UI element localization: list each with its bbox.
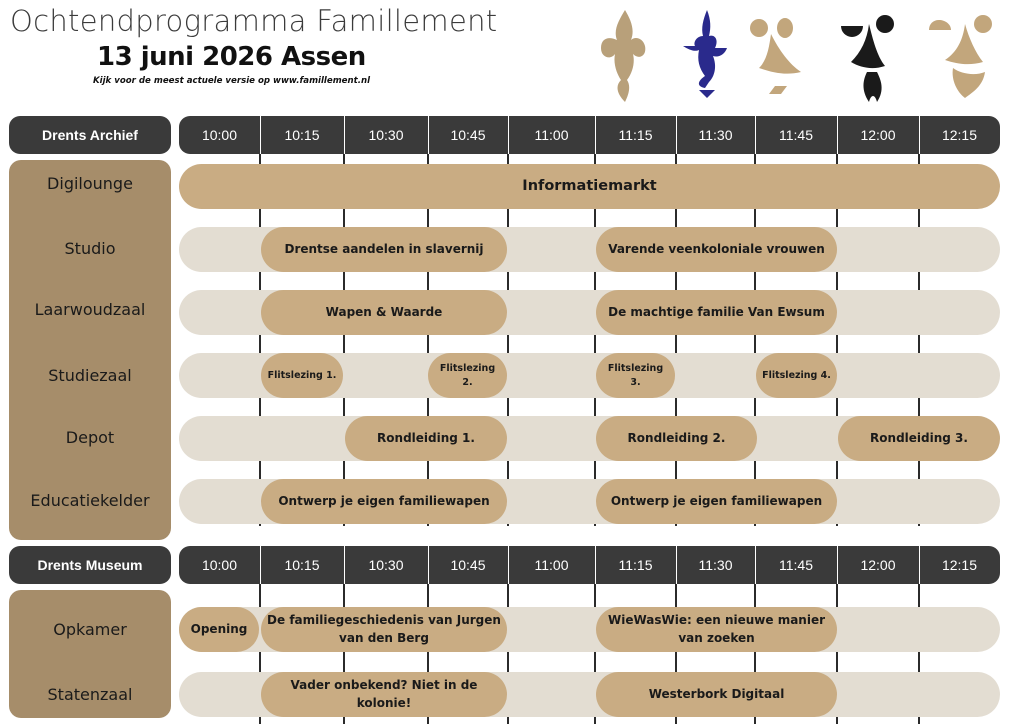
- venue-header: Drents Archief: [9, 116, 171, 154]
- event-block[interactable]: Wapen & Waarde: [261, 290, 507, 335]
- room-label: Opkamer: [53, 620, 127, 639]
- event-block[interactable]: Rondleiding 1.: [345, 416, 507, 461]
- room-label: Digilounge: [47, 174, 133, 193]
- event-block[interactable]: WieWasWie: een nieuwe manier van zoeken: [596, 607, 837, 652]
- event-block[interactable]: Flitslezing 3.: [596, 353, 675, 398]
- time-slot: 11:00: [534, 557, 569, 573]
- time-slot: 10:00: [201, 557, 238, 573]
- time-slot: 10:30: [368, 127, 404, 143]
- room-column: [9, 160, 171, 540]
- time-slot: 11:00: [534, 127, 569, 143]
- time-header: [179, 546, 1000, 584]
- time-slot: 11:15: [618, 557, 653, 573]
- room-label: Educatiekelder: [30, 491, 150, 510]
- time-slot: 10:45: [450, 127, 486, 143]
- fleur-mask-icon: [601, 10, 645, 102]
- venue-header: Drents Museum: [9, 546, 171, 584]
- room-label: Studiezaal: [48, 366, 132, 385]
- time-slot: 10:45: [450, 557, 486, 573]
- event-block[interactable]: Rondleiding 2.: [596, 416, 757, 461]
- bearded-face-icon: [929, 15, 992, 98]
- time-slot: 12:00: [860, 127, 896, 143]
- event-block[interactable]: Vader onbekend? Niet in de kolonie!: [261, 672, 507, 717]
- time-slot: 10:15: [284, 127, 320, 143]
- room-label: Studio: [64, 239, 116, 258]
- event-block[interactable]: Flitslezing 1.: [261, 353, 343, 398]
- time-slot: 11:30: [698, 557, 733, 573]
- blue-fleur-icon: [683, 10, 727, 98]
- event-block[interactable]: Drentse aandelen in slavernij: [261, 227, 507, 272]
- time-slot: 12:15: [941, 127, 978, 143]
- event-block[interactable]: Flitslezing 4.: [756, 353, 837, 398]
- time-slot: 10:30: [368, 557, 404, 573]
- page-title: Ochtendprogramma Famillement: [10, 4, 498, 38]
- time-slot: 11:30: [698, 127, 733, 143]
- time-slot: 12:15: [941, 557, 978, 573]
- time-slot: 11:45: [779, 557, 813, 573]
- time-slot: 10:15: [284, 557, 320, 573]
- event-block[interactable]: Varende veenkoloniale vrouwen: [596, 227, 837, 272]
- website-note: Kijk voor de meest actuele versie op www.famillement.nl: [93, 76, 371, 86]
- event-block[interactable]: De familiegeschiedenis van Jurgen van den Berg: [261, 607, 507, 652]
- room-label: Laarwoudzaal: [34, 300, 146, 319]
- event-block[interactable]: Flitslezing 2.: [428, 353, 507, 398]
- time-slot: 12:00: [860, 557, 896, 573]
- time-slot: 11:15: [618, 127, 653, 143]
- time-slot: 11:45: [779, 127, 813, 143]
- event-date-location: 13 juni 2026 Assen: [97, 42, 366, 72]
- decorative-figures: [595, 6, 1005, 106]
- event-block[interactable]: Opening: [179, 607, 259, 652]
- event-block[interactable]: Ontwerp je eigen familiewapen: [261, 479, 507, 524]
- room-label: Depot: [65, 428, 115, 447]
- black-face-icon: [841, 15, 894, 102]
- tan-face-icon: [750, 18, 801, 94]
- time-slot: 10:00: [201, 127, 238, 143]
- header: [0, 0, 1024, 110]
- room-label: Statenzaal: [47, 685, 133, 704]
- event-block[interactable]: Informatiemarkt: [179, 164, 1000, 209]
- event-block[interactable]: Rondleiding 3.: [838, 416, 1000, 461]
- event-block[interactable]: De machtige familie Van Ewsum: [596, 290, 837, 335]
- event-block[interactable]: Ontwerp je eigen familiewapen: [596, 479, 837, 524]
- event-block[interactable]: Westerbork Digitaal: [596, 672, 837, 717]
- time-header: [179, 116, 1000, 154]
